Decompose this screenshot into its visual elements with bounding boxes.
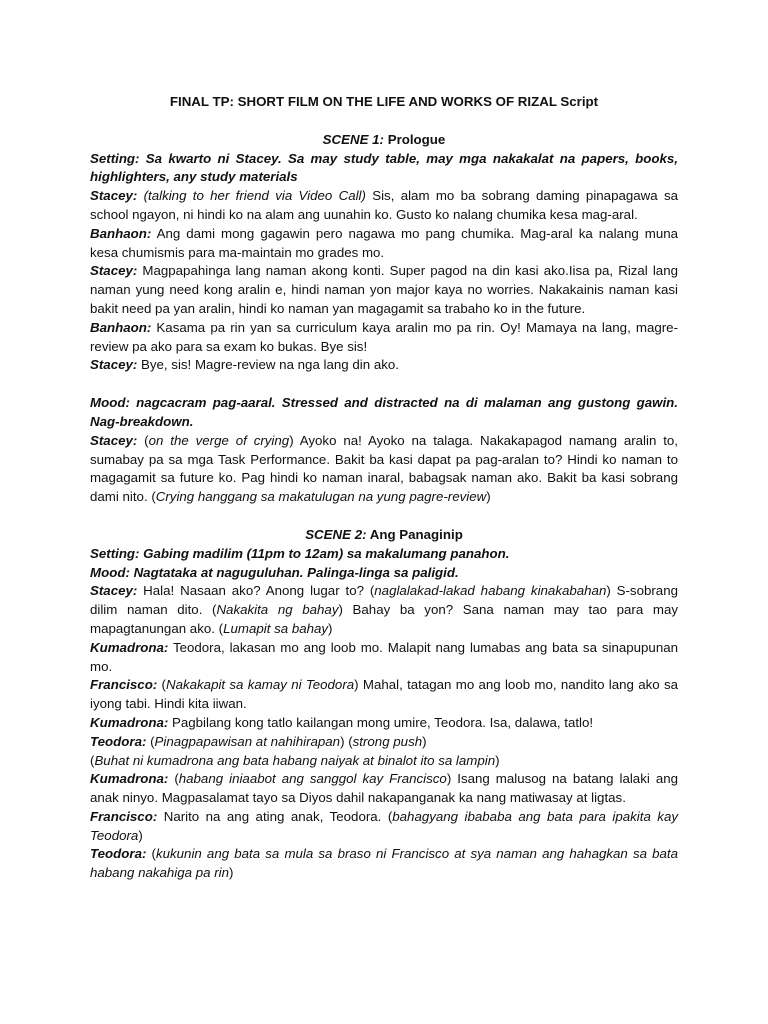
scene-2-setting: Setting: Gabing madilim (11pm to 12am) sa makalumang panahon.	[90, 545, 510, 561]
dialogue-text: Teodora, lakasan mo ang loob mo. Malapit nang lumabas ang bata sa sinapupunan mo.	[90, 639, 678, 674]
speaker-name: Banhaon:	[90, 319, 152, 335]
dialogue-line	[90, 639, 678, 677]
stage-direction: on the verge of crying	[148, 432, 290, 448]
dialogue-text: Narito na ang ating anak, Teodora. (	[157, 808, 393, 824]
dialogue-text: (	[146, 846, 156, 862]
dialogue-text: (	[157, 677, 166, 693]
scene-1-mood: Mood: nagcacram pag-aaral. Stressed and distracted na di malaman ang gustong gawin. Nag-breakdown.	[90, 395, 678, 429]
scene-1-number: SCENE 1:	[322, 131, 384, 147]
dialogue-text: Kasama pa rin yan sa curriculum kaya aralin mo pa rin. Oy! Mamaya na lang, magre-review pa ako para sa exam ko bukas. Bye sis!	[90, 319, 678, 354]
speaker-name: Stacey:	[90, 188, 138, 204]
dialogue-text: ) Isang malusog na batang lalaki ang anak ninyo. Magpasalamat tayo sa Diyos dahil nakapanganak ka nang matiwasay at ligtas.	[90, 771, 678, 806]
stage-direction: Nakakita ng bahay	[216, 602, 339, 618]
dialogue-text: )	[138, 827, 143, 843]
speaker-name: Teodora:	[90, 846, 147, 862]
script-content	[90, 93, 678, 883]
speaker-name: Kumadrona:	[90, 714, 169, 730]
dialogue-text: )	[229, 865, 234, 881]
stage-direction-line	[90, 752, 678, 771]
dialogue-text: )	[495, 752, 500, 768]
speaker-name: Stacey:	[90, 583, 138, 599]
dialogue-line	[90, 582, 678, 638]
stage-direction: Crying hanggang sa makatulugan na yung pagre-review	[155, 489, 487, 505]
dialogue-text: ) Bahay ba yon? Sana naman may tao para may mapagtanungan ako. (	[90, 602, 678, 636]
dialogue-line	[90, 187, 678, 225]
dialogue-text: ) (	[340, 733, 353, 749]
speaker-name: Francisco:	[90, 808, 158, 824]
scene-2-name: Ang Panaginip	[366, 526, 463, 542]
stage-direction: kukunin ang bata sa mula sa braso ni Francisco at sya naman ang hahagkan sa bata habang nakahiga pa rin	[90, 846, 679, 881]
dialogue-line	[90, 676, 678, 714]
dialogue-text: (	[90, 752, 95, 768]
dialogue-text: Sis, alam mo ba sobrang daming pinapagawa sa school ngayon, ni hindi ko na alam ang uunahin ko. Gusto ko nalang chumika kesa mag-aral.	[90, 188, 678, 222]
dialogue-text: Hala! Nasaan ako? Anong lugar to? (	[137, 583, 375, 599]
dialogue-line	[90, 770, 678, 808]
dialogue-line	[90, 845, 678, 883]
dialogue-line	[90, 808, 678, 846]
speaker-name: Francisco:	[90, 677, 158, 693]
speaker-name: Kumadrona:	[90, 771, 169, 787]
speaker-name: Banhaon:	[90, 225, 152, 241]
dialogue-text: (	[137, 432, 149, 448]
spacer	[90, 507, 678, 526]
dialogue-text: Ang dami mong gagawin pero nagawa mo pang chumika. Mag-aral ka nalang muna kesa chumismis para ma-maintain mo grades mo.	[90, 225, 678, 260]
dialogue-text: )	[422, 733, 427, 749]
scene-2-mood: Mood: Nagtataka at naguguluhan. Palinga-linga sa paligid.	[90, 564, 459, 580]
speaker-name: Stacey:	[90, 357, 138, 373]
stage-direction: naglalakad-lakad habang kinakabahan	[374, 583, 607, 599]
dialogue-line	[90, 225, 678, 263]
dialogue-text: (	[146, 733, 155, 749]
stage-direction: bahagyang ibababa ang bata para ipakita kay Teodora	[90, 808, 679, 843]
stage-direction: Buhat ni kumadrona ang bata habang naiyak at binalot ito sa lampin	[94, 752, 496, 768]
stage-direction: Lumapit sa bahay	[223, 620, 329, 636]
scene-1-setting: Setting: Sa kwarto ni Stacey. Sa may study table, may mga nakakalat na papers, books, highlighters, any study materials	[90, 150, 678, 185]
dialogue-line	[90, 733, 678, 752]
document-title: FINAL TP: SHORT FILM ON THE LIFE AND WORKS OF RIZAL Script	[169, 94, 599, 109]
dialogue-text: Magpapahinga lang naman akong konti. Super pagod na din kasi ako.Iisa pa, Rizal lang naman yung need kong aralin e, hindi naman yon major kaya no worries. Nakakainis naman kasi bakit need pa yan aralin, hindi ko naman yan magagamit sa trabaho ko in the future.	[90, 263, 678, 316]
dialogue-text: ) Ayoko na! Ayoko na talaga. Nakakapagod namang aralin to, sumabay pa sa mga Task Performance. Bakit ba kasi dapat pa pag-aralan to? Hindi ko naman to magagamit sa future ko. Pag hindi ko naman inaral, babagsak naman ako. Bakit ba kasi sobrang dami nito. (	[90, 432, 679, 505]
spacer	[90, 375, 678, 394]
dialogue-text: Pagbilang kong tatlo kailangan mong umire, Teodora. Isa, dalawa, tatlo!	[168, 714, 594, 730]
dialogue-text: ) S-sobrang dilim naman dito. (	[90, 583, 678, 618]
speaker-name: Stacey:	[90, 263, 138, 279]
dialogue-line	[90, 319, 678, 357]
dialogue-text: Bye, sis! Magre-review na nga lang din ako.	[137, 357, 399, 373]
scene-1-heading	[90, 131, 678, 150]
dialogue-text: (	[168, 771, 179, 787]
dialogue-text: )	[328, 620, 333, 636]
dialogue-text: )	[486, 489, 491, 505]
scene-2-heading	[90, 526, 678, 545]
stage-direction: Nakakapit sa kamay ni Teodora	[165, 677, 355, 693]
dialogue-line	[90, 432, 678, 507]
stage-direction: habang iniaabot ang sanggol kay Francisco	[178, 771, 447, 787]
speaker-name: Kumadrona:	[90, 639, 169, 655]
scene-1-name: Prologue	[384, 131, 446, 147]
dialogue-text: ) Mahal, tatagan mo ang loob mo, nandito lang ako sa iyong tabi. Hindi kita iiwan.	[90, 677, 678, 712]
speaker-name: Teodora:	[90, 733, 147, 749]
scene-2-number: SCENE 2:	[305, 526, 367, 542]
stage-direction: Pinagpapawisan at nahihirapan	[154, 733, 341, 749]
dialogue-line	[90, 356, 678, 375]
stage-direction: (talking to her friend via Video Call)	[137, 188, 366, 204]
stage-direction: strong push	[352, 733, 423, 749]
dialogue-line	[90, 714, 678, 733]
dialogue-line	[90, 262, 678, 318]
speaker-name: Stacey:	[90, 432, 138, 448]
